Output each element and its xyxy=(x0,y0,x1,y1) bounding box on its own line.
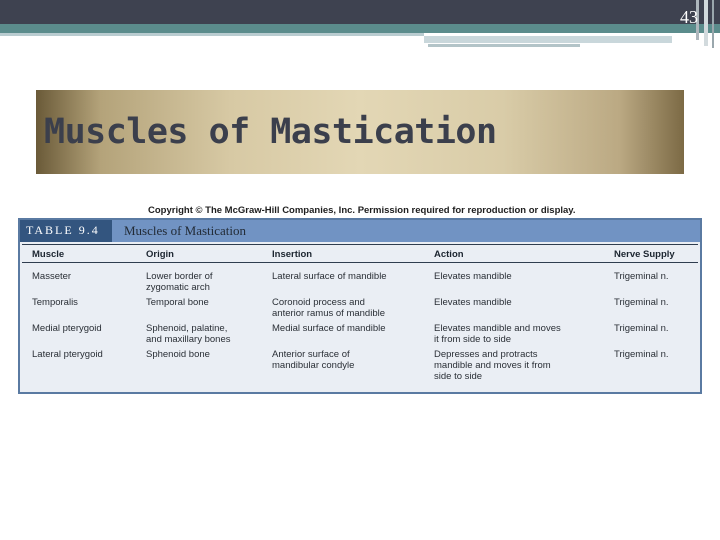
table-cell: Elevates mandible and moves it from side to side xyxy=(434,323,561,345)
table-cell: Elevates mandible xyxy=(434,271,512,282)
table-cell: Trigeminal n. xyxy=(614,297,669,308)
table-cell: Lateral pterygoid xyxy=(32,349,103,360)
decorative-line xyxy=(424,36,672,43)
title-banner xyxy=(36,90,684,174)
table-cell: Depresses and protracts mandible and moves it from side to side xyxy=(434,349,551,382)
table-label: TABLE 9.4 xyxy=(26,223,100,237)
table-label-box xyxy=(20,220,112,242)
top-accent-bar xyxy=(0,24,720,33)
table-cell: Medial pterygoid xyxy=(32,323,102,334)
table-cell: Anterior surface of mandibular condyle xyxy=(272,349,355,371)
decorative-line xyxy=(428,44,580,47)
column-header: Nerve Supply xyxy=(614,249,675,260)
column-header: Origin xyxy=(146,249,174,260)
decorative-line xyxy=(0,33,424,36)
table-rule xyxy=(22,262,698,263)
table-cell: Coronoid process and anterior ramus of mandible xyxy=(272,297,385,319)
table-cell: Trigeminal n. xyxy=(614,349,669,360)
table-cell: Sphenoid, palatine, and maxillary bones xyxy=(146,323,231,345)
muscles-table xyxy=(18,218,702,394)
table-cell: Temporalis xyxy=(32,297,78,308)
table-cell: Lateral surface of mandible xyxy=(272,271,387,282)
table-header-bar xyxy=(20,220,700,242)
table-cell: Lower border of zygomatic arch xyxy=(146,271,213,293)
column-header: Insertion xyxy=(272,249,313,260)
decorative-vertical-line xyxy=(704,0,708,46)
table-cell: Trigeminal n. xyxy=(614,271,669,282)
table-cell: Medial surface of mandible xyxy=(272,323,386,334)
table-cell: Temporal bone xyxy=(146,297,209,308)
table-cell: Trigeminal n. xyxy=(614,323,669,334)
page-number: 43 xyxy=(680,7,698,27)
table-title: Muscles of Mastication xyxy=(124,223,247,238)
top-bar xyxy=(0,0,720,24)
table-cell: Elevates mandible xyxy=(434,297,512,308)
column-header: Muscle xyxy=(32,249,65,260)
slide-title: Muscles of Mastication xyxy=(44,112,497,152)
copyright-notice: Copyright © The McGraw-Hill Companies, Inc. Permission required for reproduction or display. xyxy=(148,205,576,216)
table-cell: Masseter xyxy=(32,271,72,282)
decorative-vertical-line xyxy=(712,0,714,48)
table-rule xyxy=(22,244,698,245)
column-header: Action xyxy=(434,249,464,260)
table-cell: Sphenoid bone xyxy=(146,349,210,360)
